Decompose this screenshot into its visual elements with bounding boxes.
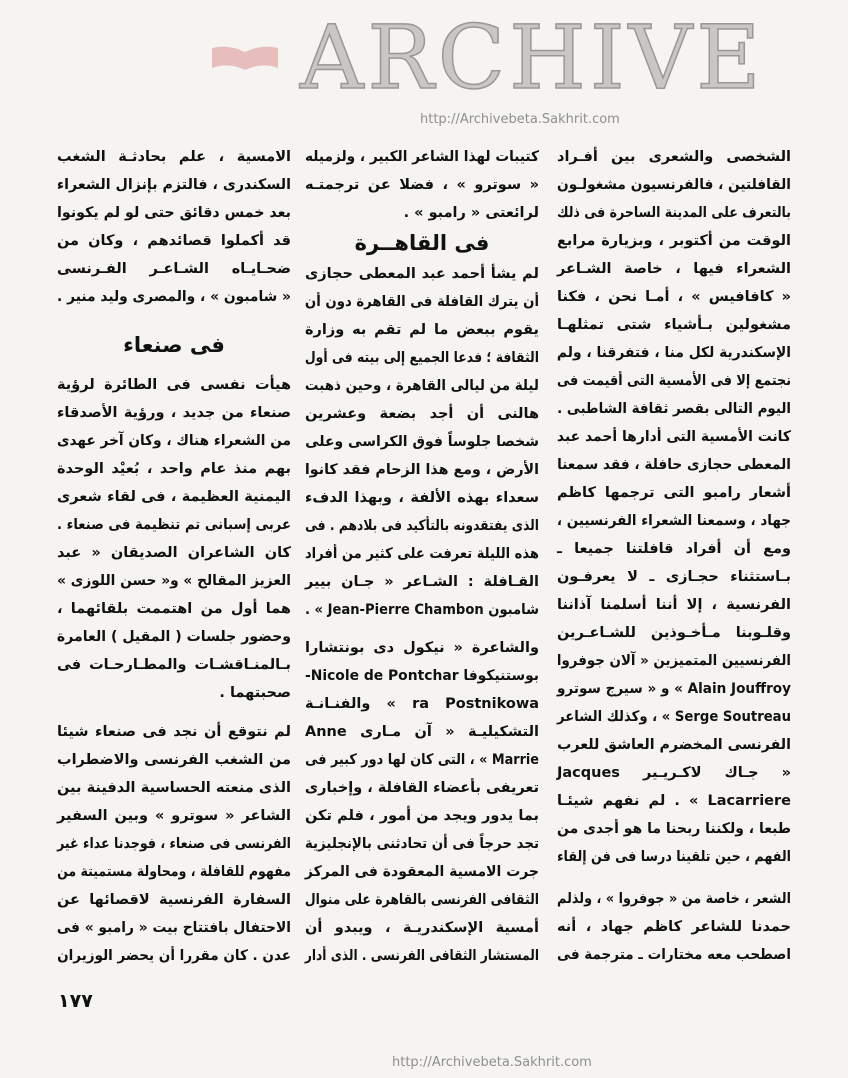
text-line: أشعار رامبو التى ترجمها كاظم: [557, 485, 791, 501]
text-line: الوقت من أكتوبر ، وبزيارة مرابع: [557, 233, 791, 249]
text-line: الثقافة ؛ فدعا الجميع إلى بيته فى أول: [304, 350, 539, 366]
text-line: الفرنسيين المتميزين « آلان جوفروا: [556, 653, 791, 669]
column-left: [57, 0, 291, 1078]
watermark-url: http://Archivebeta.Sakhrit.com: [420, 112, 620, 127]
text-line: الامسية ، علم بحادثـة الشغب: [57, 149, 291, 165]
text-line: « كافافيس » ، أمـا نحن ، فكنا: [557, 289, 791, 305]
text-line: عربى إسبانى تم تنظيمة فى صنعاء .: [57, 517, 291, 533]
text-line: « شامبون » ، والمصرى وليد منير .: [57, 289, 292, 305]
text-line: الإسكندرية لكل منا ، فتفرقنا ، ولم: [556, 345, 791, 361]
text-line: الشعر ، خاصة من « جوفروا » ، ولذلم: [557, 891, 791, 907]
text-line: التشكيليـة « آن مـارى Anne: [305, 724, 539, 740]
text-line: صنعاء من جديد ، ورؤية الأصدقاء: [57, 405, 291, 421]
text-line: المعطى حجازى حافلة ، فقد سمعنا: [557, 457, 791, 473]
text-line: بعد خمس دقائق حتى لو لم يكونوا: [57, 205, 291, 221]
text-line: بوستنيكوفا Nicole de Pontchar-: [304, 668, 539, 684]
text-line: صحبتهما .: [219, 685, 291, 701]
text-line: بهم منذ عام واحد ، بُعيْد الوحدة: [57, 461, 291, 477]
text-line: الأرض ، ومع هذا الزحام فقد كانوا: [304, 462, 539, 478]
text-line: هذه الليلة تعرفت على كثير من أفراد: [304, 546, 539, 562]
text-line: الذى منعته الحساسية الدفينة بين: [57, 780, 291, 796]
text-line: نجتمع إلا فى الأمسية التى أقيمت فى: [557, 373, 791, 389]
column-right: [557, 0, 791, 1078]
text-line: من الشعراء هناك ، وكان آخر عهدى: [57, 433, 291, 449]
archive-watermark: ARCHIVE: [300, 6, 765, 109]
paragraph: [57, 143, 291, 311]
paragraph: [305, 260, 539, 624]
text-line: ra Postnikowa » والفنـانـة: [305, 696, 539, 712]
text-line: هيأت نفسى فى الطائرة لرؤية: [57, 377, 291, 393]
text-line: لم يشأ أحمد عبد المعطى حجازى: [305, 266, 539, 282]
text-line: Alain Jouffroy » و « سيرج سوترو: [556, 681, 791, 697]
page-number: ١٧٧: [58, 990, 93, 1012]
text-line: الاحتفال بافتتاح بيت « رامبو » فى: [56, 920, 291, 936]
text-line: لرائعتى « رامبو » .: [403, 205, 539, 221]
paragraph: [557, 885, 791, 969]
text-line: الفرنسى المخضرم العاشق للعرب: [557, 737, 791, 753]
text-line: السفارة الفرنسية لاقصائها عن: [57, 892, 291, 908]
text-line: الذى يفتقدونه بالتأكيد فى بلادهم . فى: [305, 518, 539, 534]
paragraph: [57, 718, 291, 970]
text-line: طبعا ، ولكننا ربحنا ما هو أجدى من: [556, 821, 791, 837]
text-line: Marrie » ، التى كان لها دور كبير فى: [305, 752, 539, 768]
text-line: اليمنية العظيمة ، فى لقاء شعرى: [57, 489, 291, 505]
text-line: وحضور جلسات ( المقيل ) العامرة: [56, 629, 291, 645]
text-line: الشخصى والشعرى بين أفـراد: [557, 149, 791, 165]
text-line: يقوم ببعض ما لم تقم به وزارة: [305, 322, 539, 338]
text-line: أمسية الإسكندريـة ، ويبدو أن: [305, 920, 539, 936]
text-line: الشعراء فيها ، خاصة الشـاعر: [557, 261, 791, 277]
text-line: الفرنسى فى صنعاء ، فوجدنا عداء غير: [57, 836, 292, 852]
text-line: كانت الأمسية التى أدارها أحمد عبد: [556, 429, 791, 445]
text-line: « سوترو » ، فضلا عن ترجمتـه: [305, 177, 539, 193]
text-line: الشاعر « سوترو » وبين السفير: [57, 808, 291, 824]
text-line: بـاستثناء حجـازى ـ لا يعرفـون: [557, 569, 791, 585]
text-line: بـالمنـاقشـات والمطـارحـات فى: [57, 657, 291, 673]
text-line: والشاعرة « نيكول دى بونتشارا: [305, 640, 539, 656]
text-line: ومع أن أفراد قافلتنا جميعا ـ: [557, 541, 791, 557]
text-line: هما أول من اهتممت بلقائهما ،: [57, 601, 291, 617]
text-line: هالنى أن أجد بضعة وعشرين: [305, 406, 539, 422]
text-line: Lacarriere » . لم نفهم شيئـا: [557, 793, 791, 809]
text-line: Serge Soutreau » ، وكذلك الشاعر: [557, 709, 791, 725]
text-line: شامبون Jean-Pierre Chambon » .: [304, 602, 539, 618]
text-line: جرت الامسية المعقودة فى المركز: [304, 864, 539, 880]
text-line: تعريفى بأعضاء القافلة ، وإخبارى: [304, 780, 539, 796]
paragraph: [305, 634, 539, 970]
text-line: اصطحب معه مختارات ـ مترجمة فى: [557, 947, 791, 963]
text-line: « جـاك لاكـريـير Jacques: [557, 765, 791, 781]
text-line: جهاد ، وسمعنا الشعراء الفرنسيين ،: [556, 513, 791, 529]
text-line: القافلتين ، فالفرنسيون مشغولـون: [557, 177, 791, 193]
text-line: أن يترك القافلة فى القاهرة دون أن: [304, 294, 539, 310]
section-heading-sanaa: فى صنعاء: [123, 333, 225, 357]
text-line: الفرنسية ، إلا أننا أسلمنا آذاننا: [557, 597, 791, 613]
text-line: العزيز المقالح » و« حسن اللوزى »: [57, 573, 291, 589]
text-line: شخصا جلوساً فوق الكراسى وعلى: [305, 434, 539, 450]
text-line: حمدنا للشاعر كاظم جهاد ، أنه: [557, 919, 791, 935]
text-line: وقلـوبنا مـأخـوذين للشـاعـرين: [557, 625, 791, 641]
text-line: كتيبات لهذا الشاعر الكبير ، ولزميله: [304, 149, 539, 165]
text-line: مشغولين بـأشياء شتى تمثلهـا: [557, 317, 791, 333]
paragraph: [557, 143, 791, 871]
text-line: السكندرى ، فالتزم بإنزال الشعراء: [56, 177, 292, 193]
text-line: بما يدور ويجد من أمور ، فلم تكن: [305, 808, 539, 824]
section-heading-cairo: فى القاهــرة: [354, 231, 490, 255]
text-line: ضحـايـاه الشـاعـر الفـرنسى: [57, 261, 291, 277]
text-line: لم نتوقع أن نجد فى صنعاء شيئا: [57, 724, 291, 740]
text-line: تجد حرجاً فى أن تحادثنى بالإنجليزية: [304, 836, 539, 852]
text-line: القـافلة : الشـاعر « جـان بيير: [305, 574, 539, 590]
text-line: من الشغب الفرنسى والاضطراب: [57, 752, 291, 768]
text-line: مفهوم للقافلة ، ومحاولة مستميتة من: [57, 864, 291, 880]
text-line: قد أكملوا قصائدهم ، وكان من: [57, 233, 291, 249]
text-line: اليوم التالى بقصر ثقافة الشاطبى .: [557, 401, 791, 417]
text-line: بالتعرف على المدينة الساحرة فى ذلك: [556, 205, 791, 221]
paragraph: [305, 143, 539, 227]
text-line: سعداء بهذه الألفة ، وبهذا الدفء: [305, 490, 539, 506]
column-middle: [305, 0, 539, 1078]
text-line: الثقافى الفرنسى بالقاهرة على منوال: [304, 892, 539, 908]
text-line: عدن . كان مقررا أن يحضر الوزيران: [57, 948, 291, 964]
text-line: الفهم ، حين تلقينا درسا فى فن إلقاء: [557, 849, 791, 865]
watermark-url-bottom: http://Archivebeta.Sakhrit.com: [392, 1055, 592, 1070]
text-line: ليلة من ليالى القاهرة ، وحين ذهبت: [304, 378, 539, 394]
text-line: المستشار الثقافى الفرنسى . الذى أدار: [304, 948, 539, 964]
text-line: كان الشاعران الصديقان « عبد: [57, 545, 291, 561]
paragraph: [57, 371, 291, 707]
